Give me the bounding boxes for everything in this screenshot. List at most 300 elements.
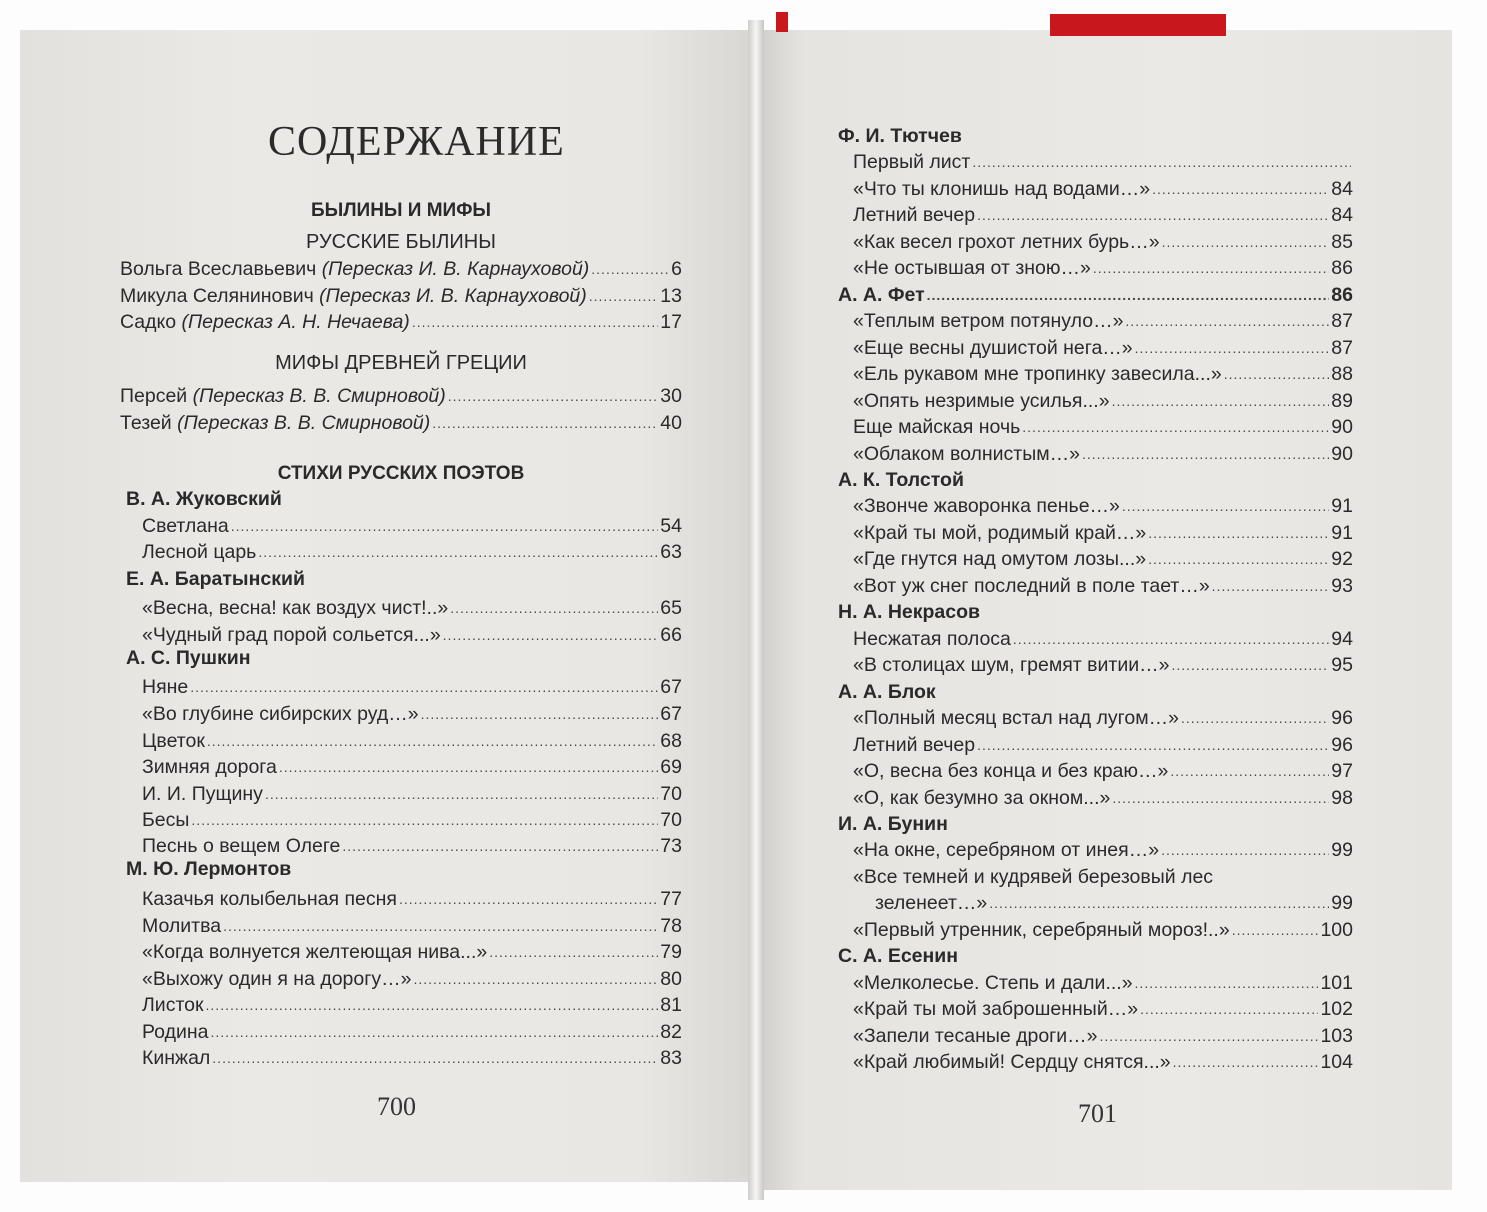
dot-leader — [1140, 998, 1318, 1020]
retelling-note: (Пересказ И. В. Карнауховой) — [319, 285, 587, 307]
entry-title-text: БЫЛИНЫ И МИФЫ — [310, 200, 492, 221]
dot-leader — [972, 151, 1351, 173]
dot-leader — [399, 888, 658, 910]
dot-leader — [1152, 178, 1329, 200]
section-heading — [120, 348, 682, 374]
page-ref: 84 — [1331, 204, 1353, 227]
entry-title — [853, 204, 975, 226]
page-ref: 13 — [660, 285, 682, 307]
entry-title-text: Еще майская ночь — [853, 416, 1021, 439]
author-heading — [835, 809, 1353, 835]
entry-title-text: Ф. И. Тютчев — [838, 125, 962, 147]
page-ref: 87 — [1331, 310, 1353, 333]
entry-title-text: «О, как безумно за окном...» — [853, 786, 1111, 809]
entry-title — [853, 839, 1159, 861]
toc-entry — [835, 386, 1353, 412]
page-ref: 70 — [660, 783, 682, 805]
author-heading — [835, 941, 1353, 967]
entry-title-text: Родина — [142, 1021, 209, 1043]
page-ref: 91 — [1331, 521, 1353, 544]
dot-leader — [190, 676, 658, 698]
entry-title — [853, 972, 1133, 994]
entry-title — [853, 1051, 1171, 1073]
entry-title-text: «Ель рукавом мне тропинку завесила...» — [853, 363, 1222, 386]
toc-entry — [835, 1047, 1353, 1073]
page-ref: 67 — [660, 703, 682, 725]
entry-title — [838, 813, 948, 835]
entry-title — [126, 568, 305, 590]
page-ref: 67 — [660, 676, 682, 698]
entry-title — [126, 858, 291, 880]
dot-leader — [927, 284, 1330, 306]
toc-entry — [120, 726, 682, 752]
toc-entry — [120, 911, 682, 937]
entry-title — [853, 866, 1213, 888]
entry-title — [306, 231, 496, 253]
author-heading — [835, 677, 1353, 703]
entry-title — [838, 601, 980, 623]
toc-entry — [835, 227, 1353, 253]
toc-entry — [120, 937, 682, 963]
dot-leader — [191, 809, 658, 831]
entry-title-text: «Вот уж снег последний в поле тает…» — [853, 574, 1210, 597]
entry-title — [853, 919, 1230, 941]
dot-leader — [1181, 707, 1329, 729]
page-ref: 98 — [1331, 786, 1353, 809]
toc-entry — [835, 333, 1353, 359]
entry-title — [120, 258, 589, 280]
dot-leader — [258, 541, 658, 563]
entry-title-text: Листок — [142, 994, 204, 1016]
toc-entry — [835, 730, 1353, 756]
author-heading — [835, 597, 1353, 623]
page-ref: 65 — [660, 597, 682, 619]
author-heading — [835, 280, 1353, 306]
entry-title-text: «Выхожу один я на дорогу…» — [142, 968, 412, 990]
entry-title-text: Няне — [142, 676, 189, 698]
toc-entry — [835, 862, 1353, 888]
entry-title-text: И. А. Бунин — [838, 812, 948, 835]
entry-title-text: «Не остывшая от зною…» — [853, 257, 1091, 280]
dot-leader — [231, 515, 659, 537]
toc-entry — [835, 888, 1353, 914]
retelling-note: (Пересказ И. В. Карнауховой) — [321, 258, 590, 280]
author-heading — [835, 465, 1353, 491]
dot-leader — [1112, 390, 1330, 412]
entry-title-text: Лесной царь — [142, 541, 257, 563]
entry-title — [875, 892, 987, 914]
page-ref: 90 — [1331, 442, 1353, 465]
toc-entry — [120, 884, 682, 910]
entry-title-text: «Облаком волнистым…» — [853, 442, 1080, 465]
page-ref: 85 — [1331, 230, 1353, 253]
entry-title — [311, 200, 491, 222]
entry-title — [142, 915, 221, 937]
section-heading — [120, 196, 682, 222]
entry-title-text: РУССКИЕ БЫЛИНЫ — [306, 231, 496, 253]
dot-leader — [489, 941, 658, 963]
toc-entry — [835, 571, 1353, 597]
dot-leader — [412, 311, 658, 333]
page-ref: 89 — [1331, 389, 1353, 412]
entry-title — [142, 730, 205, 752]
entry-title — [142, 676, 188, 698]
entry-title-text: Цветок — [142, 730, 205, 752]
toc-entry — [120, 1043, 682, 1069]
page-ref: 92 — [1331, 548, 1353, 571]
entry-title-text: А. А. Фет — [838, 283, 925, 306]
toc-entry — [835, 147, 1353, 173]
entry-title-text: «Опять незримые усилья...» — [853, 389, 1110, 412]
toc-entry — [120, 964, 682, 990]
entry-title-text: Летний вечер — [853, 204, 976, 227]
entry-title — [853, 548, 1146, 570]
dot-leader — [1170, 760, 1329, 782]
entry-title-text: Зимняя дорога — [142, 756, 277, 778]
toc-entry — [835, 544, 1353, 570]
entry-title — [838, 284, 925, 306]
author-heading — [835, 121, 1353, 147]
entry-title — [126, 647, 250, 669]
toc-entry — [120, 990, 682, 1016]
entry-title — [142, 941, 487, 963]
entry-title-text: МИФЫ ДРЕВНЕЙ ГРЕЦИИ — [275, 352, 527, 374]
dot-leader — [589, 285, 659, 307]
entry-title — [120, 385, 446, 407]
dot-leader — [206, 994, 659, 1016]
entry-title — [838, 681, 936, 703]
entry-title-text: В. А. Жуковский — [126, 488, 282, 510]
dot-leader — [265, 783, 658, 805]
entry-title — [853, 416, 1020, 438]
entry-title — [142, 783, 263, 805]
toc-entry — [120, 511, 682, 537]
entry-title-text: Казачья колыбельная песня — [142, 888, 397, 910]
page-ref: 80 — [660, 968, 682, 990]
red-ribbon-edge — [776, 12, 788, 32]
entry-title-text: «Край ты мой, родимый край…» — [853, 521, 1147, 544]
toc-entry — [120, 805, 682, 831]
page-ref: 96 — [1331, 733, 1353, 756]
toc-entry — [835, 835, 1353, 861]
page-ref: 81 — [660, 994, 682, 1016]
entry-title-text: И. И. Пущину — [142, 783, 263, 805]
entry-title — [838, 125, 962, 147]
dot-leader — [1232, 919, 1319, 941]
entry-title-text: «Когда волнуется желтеющая нива...» — [142, 941, 488, 963]
entry-title — [142, 515, 229, 537]
entry-title-text: Персей — [120, 385, 193, 407]
toc-entry — [835, 491, 1353, 517]
page-ref: 68 — [660, 730, 682, 752]
entry-title — [275, 352, 527, 374]
entry-title — [853, 337, 1133, 359]
section-heading — [120, 459, 682, 485]
toc-entry — [835, 650, 1353, 676]
entry-title-text: «Все темней и кудрявей березовый лес — [853, 865, 1214, 888]
page-ref: 6 — [671, 258, 682, 280]
dot-leader — [1013, 628, 1329, 650]
entry-title — [853, 231, 1160, 253]
dot-leader — [421, 703, 659, 725]
page-ref: 101 — [1320, 971, 1353, 994]
page-title: СОДЕРЖАНИЕ — [268, 119, 565, 165]
entry-title-text: Микула Селянинович — [120, 285, 320, 307]
toc-entry — [835, 915, 1353, 941]
dot-leader — [591, 258, 669, 280]
page-ref: 99 — [1331, 839, 1353, 862]
toc-entry — [120, 281, 682, 307]
section-heading — [120, 227, 682, 253]
toc-entry — [835, 994, 1353, 1020]
entry-title — [142, 1021, 208, 1043]
page-ref: 99 — [1331, 892, 1353, 915]
right-page-number: 701 — [1078, 1099, 1117, 1128]
toc-entry — [835, 359, 1353, 385]
entry-title — [278, 463, 525, 485]
entry-title-text: «В столицах шум, гремят витии…» — [853, 654, 1170, 677]
page-ref: 78 — [660, 915, 682, 937]
entry-title-text: «На окне, серебряном от инея…» — [853, 839, 1160, 862]
entry-title-text: Песнь о вещем Олеге — [142, 835, 341, 857]
entry-title-text: «Край ты мой заброшенный…» — [853, 998, 1139, 1021]
toc-entry — [835, 703, 1353, 729]
entry-title-text: «Мелколесье. Степь и дали...» — [853, 971, 1133, 994]
page-ref: 66 — [660, 624, 682, 646]
dot-leader — [1093, 257, 1329, 279]
entry-title — [142, 597, 448, 619]
toc-entry — [835, 968, 1353, 994]
entry-title — [120, 285, 587, 307]
page-ref: 54 — [660, 515, 682, 537]
dot-leader — [210, 1021, 658, 1043]
dot-leader — [1224, 363, 1330, 385]
dot-leader — [279, 756, 658, 778]
entry-title-text: Несжатая полоса — [853, 627, 1011, 650]
entry-title — [142, 994, 204, 1016]
dot-leader — [1171, 654, 1329, 676]
entry-title-text: Н. А. Некрасов — [838, 601, 981, 624]
entry-title — [853, 628, 1011, 650]
toc-entry — [835, 783, 1353, 809]
toc-entry — [835, 200, 1353, 226]
page-ref: 86 — [1331, 257, 1353, 280]
entry-title — [853, 495, 1120, 517]
entry-title-text: Кинжал — [142, 1047, 211, 1069]
entry-title-text: «Во глубине сибирских руд…» — [142, 703, 419, 725]
dot-leader — [1161, 839, 1329, 861]
dot-leader — [1022, 416, 1329, 438]
retelling-note: (Пересказ А. Н. Нечаева) — [181, 311, 410, 333]
page-ref: 17 — [660, 311, 682, 333]
page-ref: 63 — [660, 541, 682, 563]
entry-title — [853, 787, 1110, 809]
toc-entry — [120, 699, 682, 725]
entry-title-text: «Теплым ветром потянуло…» — [853, 310, 1124, 333]
entry-title — [853, 998, 1138, 1020]
book-spine — [748, 20, 764, 1200]
page-ref: 94 — [1331, 627, 1353, 650]
entry-title-text: «Полный месяц встал над лугом…» — [853, 707, 1179, 730]
entry-title — [126, 488, 282, 510]
author-heading — [120, 854, 682, 880]
entry-title — [853, 390, 1110, 412]
toc-entry — [120, 779, 682, 805]
entry-title — [853, 151, 970, 173]
entry-title — [853, 1025, 1098, 1047]
entry-title-text: Вольга Всеславьевич — [120, 258, 322, 280]
toc-entry — [835, 624, 1353, 650]
page-ref: 73 — [660, 835, 682, 857]
entry-title-text: «Еще весны душистой нега…» — [853, 336, 1133, 359]
entry-title — [853, 734, 975, 756]
toc-entry — [835, 756, 1353, 782]
page-ref: 90 — [1331, 416, 1353, 439]
left-page-number: 700 — [377, 1092, 416, 1121]
page-ref: 93 — [1331, 574, 1353, 597]
dot-leader — [1100, 1025, 1319, 1047]
page-ref: 86 — [1331, 283, 1353, 306]
toc-entry — [835, 412, 1353, 438]
dot-leader — [977, 734, 1329, 756]
red-bookmark-ribbon — [1050, 14, 1226, 36]
entry-title-text: Тезей — [120, 412, 178, 434]
entry-title — [142, 888, 397, 910]
entry-title — [853, 363, 1222, 385]
dot-leader — [1173, 1051, 1319, 1073]
entry-title — [853, 522, 1146, 544]
entry-title — [120, 311, 410, 333]
page-ref: 82 — [660, 1021, 682, 1043]
entry-title — [853, 310, 1123, 332]
page-ref: 77 — [660, 888, 682, 910]
entry-title-text: «Что ты клонишь над водами…» — [853, 177, 1151, 200]
entry-title — [142, 1047, 210, 1069]
dot-leader — [977, 204, 1329, 226]
dot-leader — [223, 915, 658, 937]
entry-title-text: «Край любимый! Сердцу снятся...» — [853, 1051, 1171, 1074]
entry-title — [853, 178, 1150, 200]
entry-title-text: Летний вечер — [853, 733, 976, 756]
entry-title-text: зеленеет…» — [875, 892, 988, 915]
page-ref: 100 — [1320, 918, 1353, 941]
dot-leader — [1112, 787, 1329, 809]
entry-title-text: Светлана — [142, 515, 229, 537]
toc-entry — [120, 408, 682, 434]
entry-title-text: «О, весна без конца и без краю…» — [853, 760, 1169, 783]
entry-title-text: А. К. Толстой — [838, 468, 964, 491]
dot-leader — [1212, 575, 1330, 597]
entry-title — [853, 257, 1091, 279]
entry-title — [142, 809, 189, 831]
toc-entry — [120, 672, 682, 698]
dot-leader — [1162, 231, 1330, 253]
dot-leader — [1148, 548, 1329, 570]
entry-title — [142, 756, 277, 778]
toc-entry — [835, 518, 1353, 544]
entry-title-text: «Где гнутся над омутом лозы...» — [853, 548, 1147, 571]
entry-title — [142, 703, 419, 725]
entry-title-text: «Запели тесаные дроги…» — [853, 1024, 1098, 1047]
page-ref: 102 — [1320, 998, 1353, 1021]
toc-entry — [835, 1021, 1353, 1047]
toc-entry — [120, 381, 682, 407]
entry-title-text: Садко — [120, 311, 182, 333]
author-heading — [120, 564, 682, 590]
dot-leader — [1082, 443, 1329, 465]
entry-title — [853, 654, 1169, 676]
entry-title-text: Молитва — [142, 915, 222, 937]
dot-leader — [1148, 522, 1329, 544]
author-heading — [120, 643, 682, 669]
entry-title — [853, 760, 1168, 782]
toc-entry — [120, 752, 682, 778]
dot-leader — [1122, 495, 1329, 517]
author-heading — [120, 484, 682, 510]
entry-title-text: «Весна, весна! как воздух чист!..» — [142, 597, 449, 619]
entry-title — [142, 968, 411, 990]
page-ref: 95 — [1331, 654, 1353, 677]
dot-leader — [1135, 972, 1319, 994]
dot-leader — [450, 597, 658, 619]
entry-title — [853, 443, 1080, 465]
dot-leader — [1135, 337, 1330, 359]
page-ref: 96 — [1331, 707, 1353, 730]
entry-title-text: СТИХИ РУССКИХ ПОЭТОВ — [277, 463, 525, 484]
entry-title — [853, 707, 1179, 729]
entry-title-text: «Звонче жаворонка пенье…» — [853, 495, 1120, 518]
entry-title-text: Первый лист — [853, 151, 971, 174]
entry-title — [838, 469, 964, 491]
entry-title — [120, 412, 430, 434]
entry-title-text: М. Ю. Лермонтов — [126, 858, 292, 880]
entry-title-text: А. С. Пушкин — [126, 647, 251, 669]
entry-title — [142, 541, 256, 563]
toc-entry — [120, 254, 682, 280]
dot-leader — [448, 385, 659, 407]
page-ref: 91 — [1331, 495, 1353, 518]
toc-entry — [120, 537, 682, 563]
page-ref: 79 — [660, 941, 682, 963]
dot-leader — [207, 730, 658, 752]
page-ref: 69 — [660, 756, 682, 778]
page-ref: 84 — [1331, 177, 1353, 200]
toc-entry — [835, 306, 1353, 332]
retelling-note: (Пересказ В. В. Смирновой) — [177, 412, 431, 434]
dot-leader — [1125, 310, 1329, 332]
toc-entry — [835, 174, 1353, 200]
page-ref: 70 — [660, 809, 682, 831]
page-ref: 83 — [660, 1047, 682, 1069]
page-ref: 103 — [1320, 1024, 1353, 1047]
dot-leader — [212, 1047, 658, 1069]
toc-entry — [120, 307, 682, 333]
toc-entry — [835, 439, 1353, 465]
entry-title-text: Е. А. Баратынский — [126, 568, 305, 590]
page-ref: 87 — [1331, 336, 1353, 359]
page-ref: 88 — [1331, 363, 1353, 386]
dot-leader — [989, 892, 1329, 914]
toc-entry — [120, 1017, 682, 1043]
entry-title-text: «Чудный град порой сольется...» — [142, 624, 441, 646]
dot-leader — [432, 412, 658, 434]
toc-entry — [835, 253, 1353, 279]
entry-title-text: Бесы — [142, 809, 190, 831]
page-ref: 97 — [1331, 760, 1353, 783]
page-ref: 40 — [660, 412, 682, 434]
dot-leader — [413, 968, 658, 990]
entry-title-text: С. А. Есенин — [838, 945, 959, 968]
